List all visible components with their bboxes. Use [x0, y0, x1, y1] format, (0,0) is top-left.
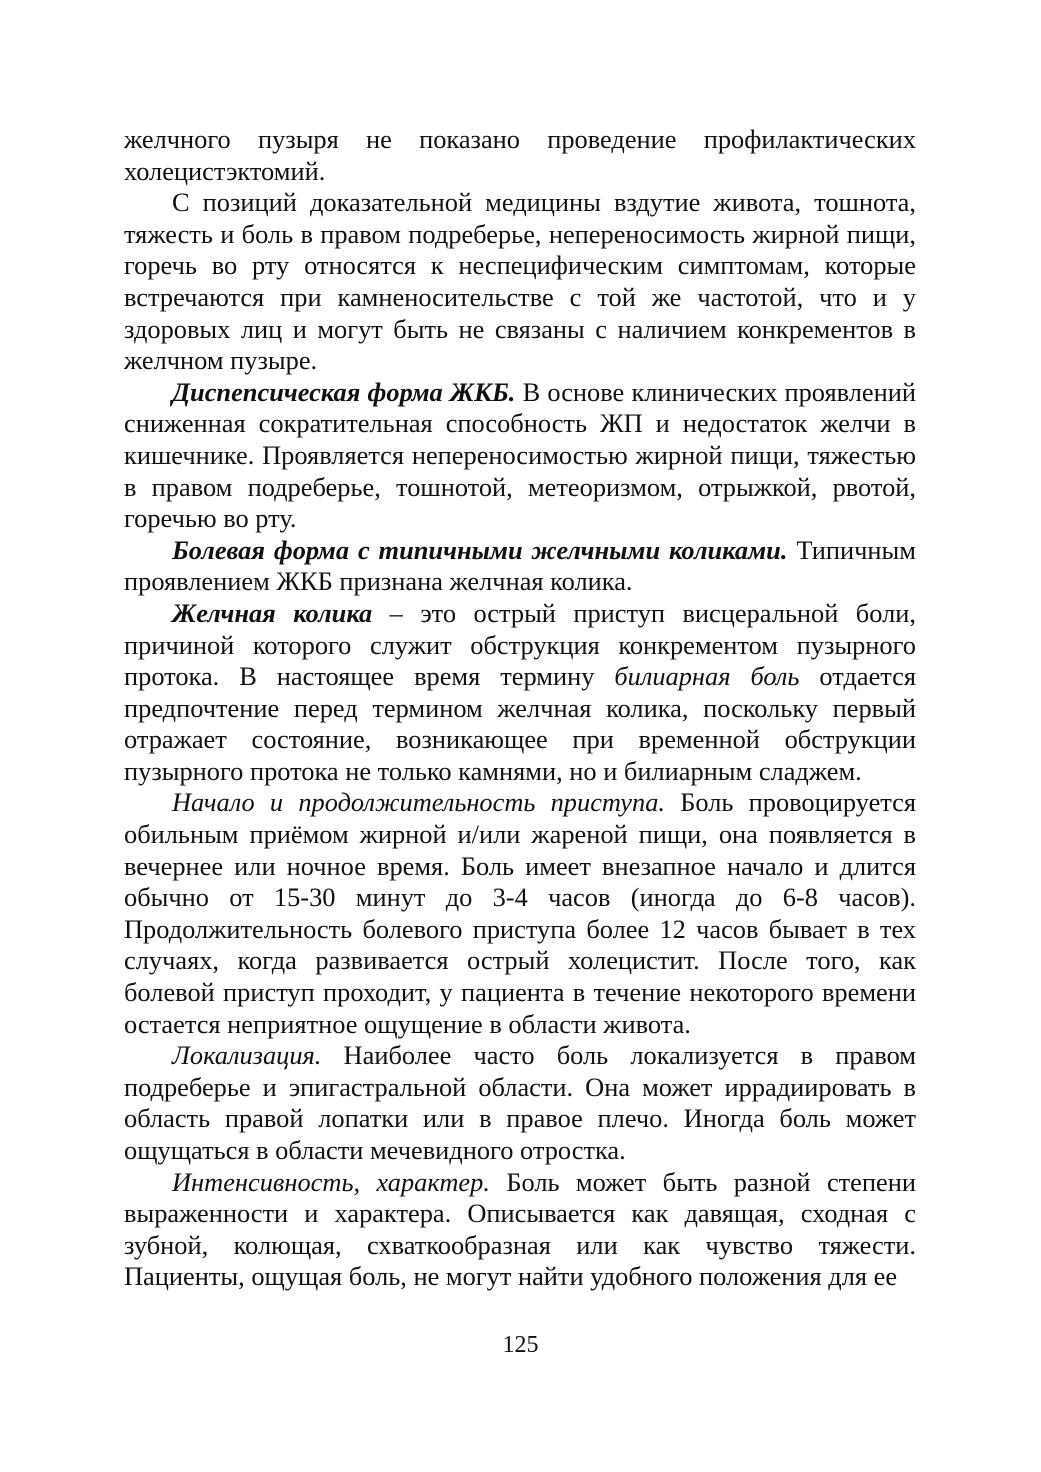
- paragraph-text: – это острый приступ висцеральной боли, причиной которого служит обструкция конкрементом пузырного протока. В настоящее время термину: [124, 597, 916, 692]
- paragraph-pain-form: [124, 535, 916, 598]
- paragraph-dyspeptic-form: [124, 377, 916, 535]
- subsection-heading: Интенсивность, характер.: [172, 1166, 490, 1197]
- paragraph-text: Типичным проявлением ЖКБ признана желчная колика.: [124, 534, 916, 597]
- paragraph-text: В основе клинических проявлений сниженная сократительная способность ЖП и недостаток желчи в кишечнике. Проявляется непереносимостью жирной пищи, тяжестью в правом подреберье, тошнотой, метеоризмом, отрыжкой, рвотой, горечью во рту.: [124, 376, 916, 534]
- paragraph-text: Боль может быть разной степени выраженности и характера. Описывается как давящая, сходная с зубной, колющая, схваткообразная или как чувство тяжести. Пациенты, ощущая боль, не могут найти удобного положения для ее: [124, 1166, 916, 1292]
- paragraph-continuation: [124, 124, 916, 187]
- paragraph-evidence-based: [124, 187, 916, 377]
- paragraph-text: желчного пузыря не показано проведение профилактических холецистэктомий.: [124, 124, 916, 186]
- paragraph-intensity: [124, 1167, 916, 1293]
- subsection-heading: Начало и продолжительность приступа.: [172, 787, 666, 818]
- paragraph-text: Боль провоцируется обильным приёмом жирной и/или жареной пищи, она появляется в вечернее или ночное время. Боль имеет внезапное начало и длится обычно от 15-30 минут до 3-4 часов (иногда до 6-8 часов). Продолжительность болевого приступа более 12 часов бывает в тех случаях, когда развивается острый холецистит. После того, как болевой приступ проходит, у пациента в течение некоторого времени остается неприятное ощущение в области живота.: [124, 787, 916, 1039]
- page-body: [124, 124, 916, 1293]
- italic-term: билиарная боль: [614, 661, 800, 692]
- section-heading: Болевая форма с типичными желчными коликами.: [172, 534, 788, 565]
- subsection-heading: Локализация.: [172, 1040, 322, 1071]
- term-heading: Желчная колика: [172, 597, 373, 628]
- paragraph-biliary-colic: [124, 598, 916, 788]
- paragraph-onset-duration: [124, 787, 916, 1040]
- page-number: 125: [502, 1332, 539, 1358]
- paragraph-text: С позиций доказательной медицины вздутие живота, тошнота, тяжесть и боль в правом подреберье, непереносимость жирной пищи, горечь во рту относятся к неспецифическим симптомам, которые встречаются при камненосительстве с той же частотой, что и у здоровых лиц и могут быть не связаны с наличием конкрементов в желчном пузыре.: [124, 187, 916, 376]
- paragraph-text: Наиболее часто боль локализуется в правом подреберье и эпигастральной области. Она может иррадиировать в область правой лопатки или в правое плечо. Иногда боль может ощущаться в области мечевидного отростка.: [124, 1040, 916, 1165]
- paragraph-localization: [124, 1040, 916, 1166]
- paragraph-text: отдается предпочтение перед термином желчная колика, поскольку первый отражает состояние, возникающее при временной обструкции пузырного протока не только камнями, но и билиарным сладжем.: [124, 661, 916, 786]
- section-heading: Диспепсическая форма ЖКБ.: [172, 376, 516, 407]
